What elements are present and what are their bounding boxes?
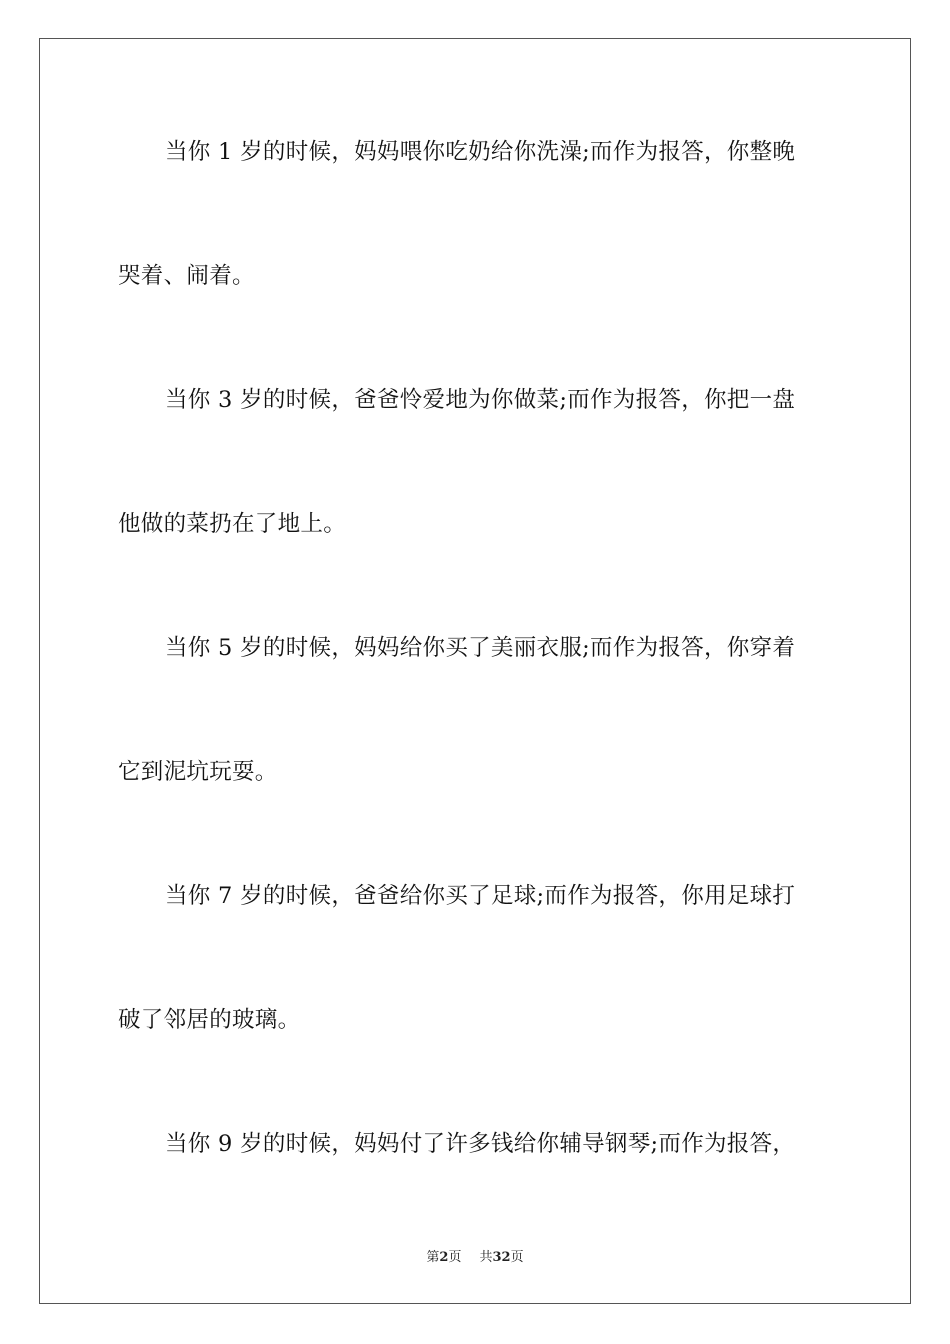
paragraph-line-1: 当你 1 岁的时候，妈妈喂你吃奶给你洗澡;而作为报答，你整晚 [165, 139, 796, 165]
total-suffix: 页 [510, 1250, 524, 1265]
page-frame [39, 38, 911, 1304]
paragraph-line-7: 当你 7 岁的时候，爸爸给你买了足球;而作为报答，你用足球打 [165, 883, 796, 909]
page-suffix: 页 [448, 1250, 462, 1265]
page-number: 2 [439, 1250, 449, 1265]
page-footer [0, 1246, 950, 1265]
page-prefix: 第 [426, 1250, 440, 1265]
paragraph-line-4: 他做的菜扔在了地上。 [118, 511, 347, 537]
paragraph-line-8: 破了邻居的玻璃。 [118, 1007, 301, 1033]
paragraph-line-9: 当你 9 岁的时候，妈妈付了许多钱给你辅导钢琴;而作为报答， [165, 1131, 796, 1157]
paragraph-line-6: 它到泥坑玩耍。 [118, 759, 278, 785]
paragraph-line-5: 当你 5 岁的时候，妈妈给你买了美丽衣服;而作为报答，你穿着 [165, 635, 796, 661]
page-indicator [426, 1250, 461, 1265]
total-pages-indicator [479, 1250, 523, 1265]
paragraph-line-3: 当你 3 岁的时候，爸爸怜爱地为你做菜;而作为报答，你把一盘 [165, 387, 796, 413]
total-prefix: 共 [479, 1250, 493, 1265]
total-pages-number: 32 [492, 1250, 511, 1265]
paragraph-line-2: 哭着、闹着。 [118, 263, 255, 289]
